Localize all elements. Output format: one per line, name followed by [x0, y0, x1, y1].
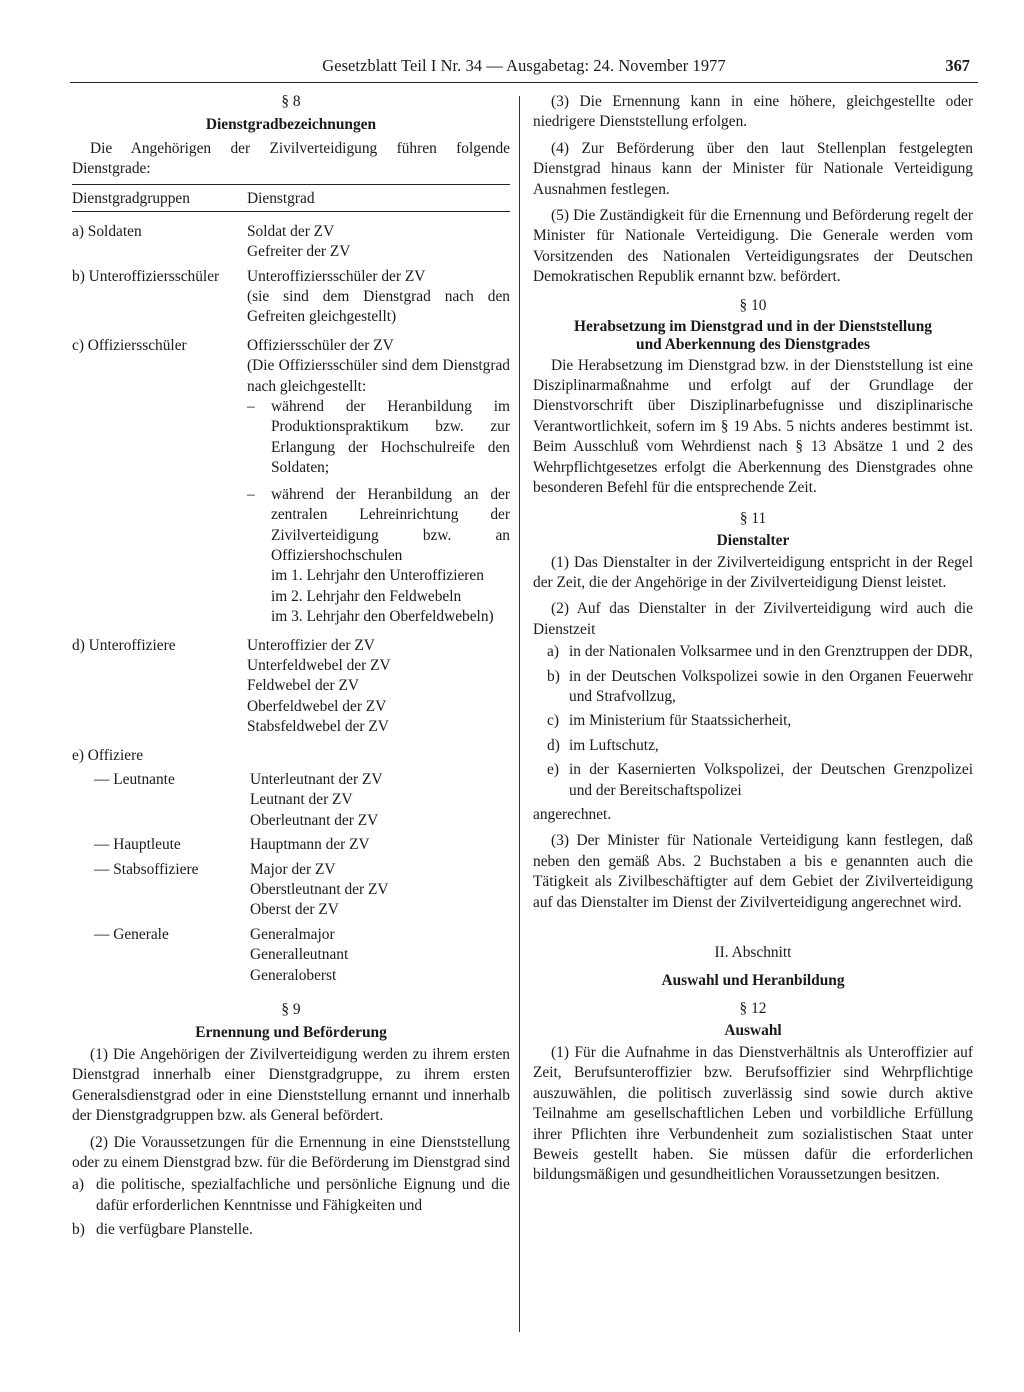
year-line: im 2. Lehrjahr den Feldwebeln [271, 587, 462, 605]
rank: Oberleutnant der ZV [250, 811, 379, 829]
rank: Oberstleutnant der ZV [250, 881, 389, 898]
table-row [72, 835, 510, 855]
rank: Soldat der ZV [247, 222, 335, 240]
rank: Generaloberst [250, 966, 337, 984]
subgroup-label: — Stabsoffiziere [94, 860, 199, 878]
header-title: Gesetzblatt Teil I Nr. 34 — Ausgabetag: 24. November 1977 [322, 56, 726, 75]
chapter-heading: II. Abschnitt [714, 944, 792, 961]
section-9-title: Ernennung und Beförderung [195, 1024, 387, 1042]
section-10-title-line-1: Herabsetzung im Dienstgrad und in der Dienststellung [573, 317, 932, 335]
section-10-title-line-2: und Aberkennung des Dienstgrades [636, 335, 870, 353]
section-12-title: Auswahl [724, 1022, 782, 1039]
list-item-text: im Luftschutz, [569, 736, 659, 754]
rank: Feldwebel der ZV [247, 677, 359, 695]
list-item [533, 642, 973, 662]
dash-item: – während der Heranbildung im Produktionspraktikum bzw. zur Erlangung der Hochschulreife den Soldaten; [247, 397, 510, 479]
section-9-para-4: (4) Zur Beförderung über den laut Stellenplan festgelegten Dienstgrad hinaus kann der Minister für Nationale Verteidigung Ausnahmen festlegen. [533, 139, 973, 198]
list-item-text: die verfügbare Planstelle. [96, 1221, 253, 1239]
subgroup-label: — Hauptleute [94, 836, 181, 854]
group-label: d) Unteroffiziere [72, 636, 176, 654]
rank: Unterleutnant der ZV [250, 770, 383, 788]
section-9-para-2: (2) Die Voraussetzungen für die Ernennung in eine Dienststellung oder zu einem Dienstgrad bzw. für die Beförderung im Dienstgrad sind [72, 1133, 510, 1172]
section-11-para-2: (2) Auf das Dienstalter in der Zivilverteidigung wird auch die Dienstzeit [533, 600, 973, 638]
list-item [533, 667, 973, 708]
list-item [72, 1175, 510, 1216]
list-item-label: c) [547, 712, 559, 730]
section-12-number: § 12 [739, 1000, 767, 1017]
list-item-text: die politische, spezialfachliche und persönliche Eignung und die dafür erforderlichen Kenntnisse und Fähigkeiten und [96, 1176, 510, 1214]
list-item-text: in der Kasernierten Volkspolizei, der Deutschen Grenzpolizei und der Bereitschaftspolizei [569, 761, 973, 799]
list-item-label: a) [547, 643, 559, 661]
section-10-para: Die Herabsetzung im Dienstgrad bzw. in der Dienststellung ist eine Disziplinarmaßnahme und erfolgt auf der Grundlage der Dienstvorschrift über Disziplinarbefugnisse und disziplinarische Verantwortlichkeit, sofern im § 19 Abs. 5 nichts anderes bestimmt ist. Beim Ausschluß vom Wehrdienst nach § 13 Absätze 1 und 2 des Wehrpflichtgesetzes erfolgt die Aberkennung des Dienstgrades ohne besonderen Befehl für die entsprechende Zeit. [533, 356, 973, 497]
dash-item: – während der Heranbildung an der zentralen Lehreinrichtung der Zivilverteidigung bzw. an Offiziershochschulen [247, 485, 510, 567]
subgroup-label: — Generale [94, 925, 169, 943]
list-item-text: in der Deutschen Volkspolizei sowie in den Organen Feuerwehr und Strafvollzug, [569, 667, 973, 705]
list-item [72, 1220, 510, 1240]
rank-note: (Die Offiziersschüler sind dem Dienstgrad nach gleichgestellt: [247, 357, 510, 395]
section-12-para-1: (1) Für die Aufnahme in das Dienstverhältnis als Unteroffizier auf Zeit, Berufsunteroffizier bzw. Berufsoffizier sind Wehrpflichtige auszuwählen, die politisch zuverlässig sind sowie durch aktive Teilnahme am gesellschaftlichen Leben und vorbildliche Erfüllung ihrer Pflichten ihre Verbundenheit zum sozialistischen Staat unter Beweis gestellt haben. Sie müssen dafür die erforderlichen bildungsmäßigen und gesundheitlichen Voraussetzungen besitzen. [533, 1044, 973, 1184]
year-line: im 1. Lehrjahr den Unteroffizieren [271, 567, 484, 585]
section-11-title: Dienstalter [716, 531, 790, 549]
chapter-title: Auswahl und Heranbildung [661, 972, 845, 989]
section-8-intro: Die Angehörigen der Zivilverteidigung führen folgende Dienstgrade: [72, 140, 510, 178]
list-item-text: in der Nationalen Volksarmee und in den Grenztruppen der DDR, [569, 643, 973, 661]
list-item-label: d) [547, 736, 560, 754]
section-11-number: § 11 [739, 509, 767, 527]
group-label: b) Unteroffiziersschüler [72, 267, 220, 285]
section-9-number: § 9 [281, 1001, 301, 1019]
table-header [72, 187, 510, 212]
rank: Hauptmann der ZV [250, 836, 370, 854]
section-11-tail: angerechnet. [533, 805, 612, 823]
list-item-label: b) [72, 1221, 85, 1239]
year-line: im 3. Lehrjahr den Oberfeldwebeln) [271, 608, 494, 626]
rank: Gefreiter der ZV [247, 243, 351, 261]
rank: Oberfeldwebel der ZV [247, 697, 387, 715]
section-8-title: Dienstgradbezeichnungen [205, 116, 377, 133]
table-top-rule [72, 184, 510, 185]
rank: Unteroffizier der ZV [247, 636, 375, 654]
table-row [72, 222, 510, 263]
rank-note: (sie sind dem Dienstgrad nach den Gefreiten gleichgestellt) [247, 288, 510, 326]
left-column [72, 92, 510, 1241]
section-9-para-3: (3) Die Ernennung kann in eine höhere, gleichgestellte oder niedrigere Dienststellung erfolgen. [533, 93, 973, 131]
dash-item-text: während der Heranbildung an der zentralen Lehreinrichtung der Zivilverteidigung bzw. an Offiziershochschulen [271, 485, 510, 564]
table-row [72, 267, 510, 328]
table-row [72, 336, 510, 628]
table-row [72, 636, 510, 738]
table-row [72, 746, 510, 766]
page-header [70, 56, 978, 83]
list-item [533, 711, 973, 731]
subgroup-label: — Leutnante [94, 770, 175, 788]
group-label: c) Offiziersschüler [72, 336, 187, 354]
rank: Unterfeldwebel der ZV [247, 656, 391, 674]
rank: Offiziersschüler der ZV [247, 336, 394, 354]
rank: Generalleutnant [250, 946, 349, 964]
group-label: a) Soldaten [72, 222, 142, 240]
rank: Stabsfeldwebel der ZV [247, 718, 389, 736]
section-9-para-1: (1) Die Angehörigen der Zivilverteidigung werden zu ihrem ersten Dienstgrad innerhalb einer Dienstgradgruppe, zu ihrem ersten Generalsdienstgrad oder in eine Dienststellung ernannt und innerhalb der Dienstgradgruppen bzw. als General befördert. [72, 1046, 510, 1125]
column-divider [519, 96, 520, 1332]
list-item-label: b) [547, 667, 560, 685]
rank: Unteroffiziersschüler der ZV [247, 267, 426, 285]
table-row [72, 770, 510, 831]
rank: Major der ZV [250, 860, 336, 878]
dash-item-text: während der Heranbildung im Produktionspraktikum bzw. zur Erlangung der Hochschulreife den Soldaten; [271, 398, 510, 477]
right-column [533, 92, 973, 1186]
list-item-label: e) [547, 761, 559, 779]
list-item [533, 736, 973, 756]
list-item [533, 760, 973, 801]
section-11-para-3: (3) Der Minister für Nationale Verteidigung kann festlegen, daß neben den gemäß Abs. 2 Buchstaben a bis e genannten auch die Tätigkeit als Zivilbeschäftigter auf dem Gebiet der Zivilverteidigung auf das Dienstalter im Dienst der Zivilverteidigung angerechnet wird. [533, 832, 973, 911]
group-label: e) Offiziere [72, 746, 144, 764]
rank: Generalmajor [250, 925, 335, 943]
list-item-text: im Ministerium für Staatssicherheit, [569, 712, 792, 730]
section-11-para-1: (1) Das Dienstalter in der Zivilverteidigung entspricht in der Regel der Zeit, die der Angehörige in der Zivilverteidigung Dienst leistet. [533, 553, 973, 591]
page-number: 367 [945, 56, 970, 75]
table-row [72, 860, 510, 921]
list-item-label: a) [72, 1176, 84, 1194]
section-9-para-5: (5) Die Zuständigkeit für die Ernennung und Beförderung regelt der Minister für Nationale Verteidigung. Die Generale werden vom Vorsitzenden des Nationalen Verteidigungsrates der Deutschen Demokratischen Republik ernannt bzw. befördert. [533, 207, 973, 286]
rank: Leutnant der ZV [250, 791, 353, 809]
table-header-groups: Dienstgradgruppen [72, 189, 190, 207]
rank: Oberst der ZV [250, 901, 339, 919]
table-row [72, 925, 510, 986]
table-header-ranks: Dienstgrad [247, 189, 315, 207]
section-10-number: § 10 [739, 296, 767, 314]
section-8-number: § 8 [281, 93, 301, 110]
